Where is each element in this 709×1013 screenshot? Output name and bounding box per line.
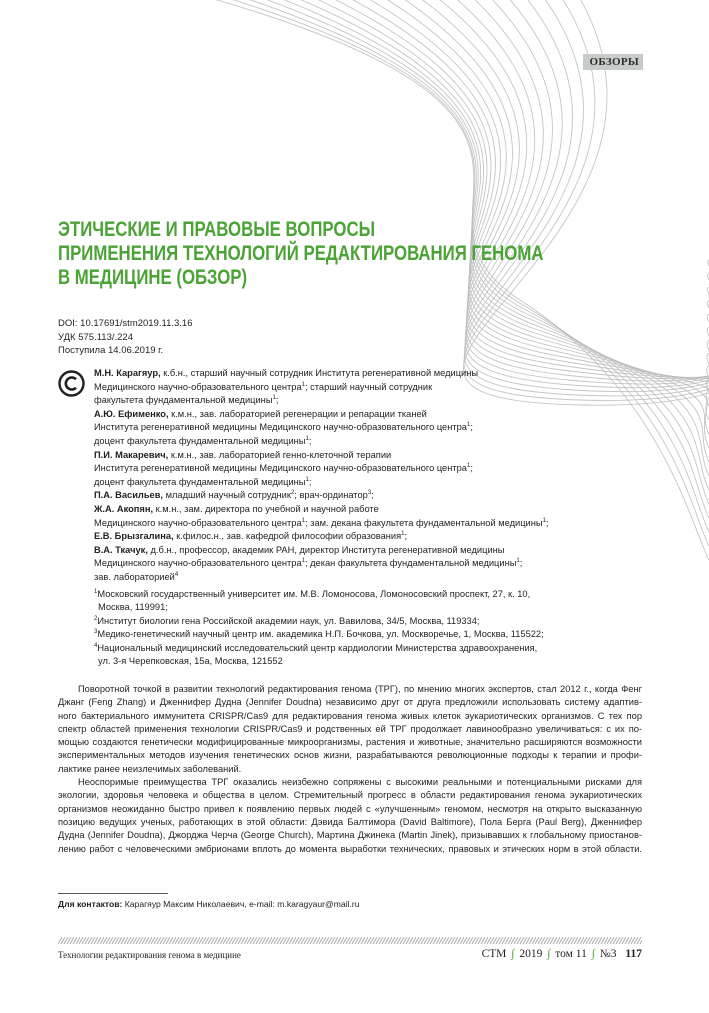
author-position: ; <box>470 463 473 474</box>
separator-mark: ∫ <box>591 948 595 960</box>
affiliation-mark: 1 <box>301 558 305 565</box>
author-position: ; зам. декана факультета фундаментальной медицины <box>304 517 543 528</box>
author-position: ; <box>371 490 374 501</box>
copyright-icon <box>58 370 85 397</box>
author-position: доцент факультета фундаментальной медицины <box>94 435 306 446</box>
affiliation-text: Московский государственный университет им. М.В. Ломоносова, Ломоносовский проспект, 27, к. 10, <box>97 589 531 599</box>
affiliation-text: Институт биологии гена Российской академии наук, ул. Вавилова, 34/5, Москва, 119334; <box>97 615 480 626</box>
author-position: ; <box>308 476 312 487</box>
affiliation-mark: 1 <box>516 558 520 565</box>
journal-year: 2019 <box>519 948 543 960</box>
affiliation-line: Москва, 119991; <box>98 602 168 613</box>
author-name: А.Ю. Ефименко, <box>94 408 169 419</box>
author-name: В.А. Ткачук, <box>94 544 148 555</box>
affiliation-mark: 2 <box>290 490 295 497</box>
body-line: мощью создаются генетически модифицированные микроорганизмы, растения и животные, значительно расширяются возможности <box>58 737 642 748</box>
author-position: ; <box>470 422 473 433</box>
journal-issue: №3 <box>599 948 617 960</box>
author-position: Медицинского научно-образовательного центра <box>94 381 302 392</box>
article-meta <box>58 317 193 358</box>
body-line: Джанг (Feng Zhang) и Дженнифер Дудна (Jennifer Doudna) независимо друг от друга предложили использовать систему адаптив- <box>58 697 642 708</box>
author-position: факультета фундаментальной медицины <box>94 395 273 406</box>
affiliation-mark: 1 <box>301 517 305 524</box>
author-line <box>94 476 564 490</box>
affiliation-list <box>94 588 574 668</box>
body-line: организмов неожиданно быстро привел к появлению первых людей с «улучшенным» геномом, несмотря на открыто высказанную <box>58 803 642 814</box>
section-tag: ОБЗОРЫ <box>583 54 643 70</box>
running-title: Технологии редактирования генома в медицине <box>58 950 241 960</box>
article-title <box>58 218 544 290</box>
wave-line <box>398 0 709 406</box>
body-line: лактике ранее неизлечимых заболеваний. <box>58 763 242 774</box>
journal-info <box>482 948 642 960</box>
author-position: к.м.н., зам. директора по учебной и научной работе <box>153 503 379 514</box>
abstract-body <box>58 683 642 856</box>
author-position: к.м.н., зав. лабораторией генно-клеточной терапии <box>168 449 392 460</box>
author-line <box>94 462 564 476</box>
author-name: М.Н. Карагяур, <box>94 368 161 378</box>
author-line <box>94 503 564 517</box>
body-line: ного бактериального иммунитета CRISPR/Cas9 для редактирования генома живых клеток эукариотических организмов. С тех пор <box>58 710 642 721</box>
author-name: Е.В. Брызгалина, <box>94 531 174 542</box>
affiliation-mark: 2 <box>94 615 98 622</box>
journal-volume: том 11 <box>555 948 587 960</box>
body-line: экологии, здоровья человека и общества в целом. Стремительный прогресс в области редактирования генома эукариотических <box>58 790 642 801</box>
author-position: зав. лабораторией <box>94 571 175 582</box>
author-position: к.м.н., зав. лабораторией регенерации и репарации тканей <box>168 408 427 419</box>
wave-line <box>380 0 709 420</box>
author-position: ; старший научный сотрудник <box>304 381 433 392</box>
author-line <box>94 421 564 435</box>
author-position: ; <box>404 531 408 542</box>
body-line: экспериментальных методов изучения генетических основ жизни, разрабатываются революционные подходы к терапии и профи- <box>58 750 642 761</box>
author-position: Медицинского научно-образовательного центра <box>94 558 302 569</box>
author-position: к.филос.н., зав. кафедрой философии образования <box>173 531 402 542</box>
author-position: к.б.н., старший научный сотрудник Института регенеративной медицины <box>160 368 479 378</box>
affiliation-mark: 1 <box>301 381 305 388</box>
body-line: спектр областей применения технологии CRISPR/Cas9 и родственных ей ТРГ продолжает лавинообразно увеличиваться: с их по- <box>58 723 642 734</box>
affiliation-mark: 3 <box>367 490 372 497</box>
title-line: ПРИМЕНЕНИЯ ТЕХНОЛОГИЙ РЕДАКТИРОВАНИЯ ГЕНОМА <box>58 242 544 265</box>
author-line <box>94 367 564 381</box>
author-name: П.И. Макаревич, <box>94 449 169 460</box>
author-line <box>94 571 564 585</box>
affiliation-mark: 1 <box>272 395 276 402</box>
body-line: Неоспоримые преимущества ТРГ оказались неизбежно сопряжены с высокими реальными и потенциальными рисками для <box>78 777 642 788</box>
author-line <box>94 530 564 544</box>
author-line <box>94 557 564 571</box>
affiliation-mark: 1 <box>401 531 405 538</box>
separator-mark: ∫ <box>547 948 551 960</box>
author-position: ; <box>308 435 312 446</box>
affiliation-text: Национальный медицинский исследовательский центр кардиологии Министерства здравоохранения, <box>97 642 538 653</box>
author-name: П.А. Васильев, <box>94 490 164 501</box>
author-list <box>94 367 564 585</box>
received-date: Поступила 14.06.2019 г. <box>58 345 164 356</box>
author-line <box>94 435 564 449</box>
contact-label: Для контактов: <box>58 899 123 909</box>
footer-hatched-rule <box>58 937 642 944</box>
affiliation-mark: 1 <box>94 589 98 595</box>
affiliation-line <box>94 628 574 641</box>
affiliation-mark: 1 <box>305 476 309 483</box>
author-position: ; декан факультета фундаментальной медицины <box>304 558 517 569</box>
body-line: Поворотной точкой в развитии технологий редактирования генома (ТРГ), по мнению многих экспертов, стал 2012 г., когда Фенг <box>78 684 642 694</box>
affiliation-mark: 3 <box>94 629 98 636</box>
author-position: Медицинского научно-образовательного центра <box>94 517 302 528</box>
author-position: ; <box>275 395 279 406</box>
separator-mark: ∫ <box>511 948 515 960</box>
affiliation-mark: 1 <box>466 463 471 470</box>
body-line: Дудна (Jennifer Doudna), Джорджа Черча (George Church), Мартина Джинека (Martin Jinek), призывавших к глобальному приостанов- <box>58 830 642 841</box>
udc: УДК 575.113/.224 <box>58 331 133 343</box>
author-line <box>94 394 564 408</box>
author-position: ; врач-ординатор <box>294 490 368 501</box>
affiliation-mark: 4 <box>94 642 98 649</box>
author-position: ; <box>519 558 523 569</box>
affiliation-mark: 1 <box>305 435 309 442</box>
title-line: ЭТИЧЕСКИЕ И ПРАВОВЫЕ ВОПРОСЫ <box>58 218 376 241</box>
doi: DOI: 10.17691/stm2019.11.3.16 <box>58 318 193 329</box>
author-position: доцент факультета фундаментальной медицины <box>94 476 306 487</box>
wave-line <box>452 0 709 379</box>
affiliation-line <box>94 588 574 601</box>
affiliation-line <box>94 615 574 628</box>
author-line <box>94 449 564 463</box>
affiliation-mark: 1 <box>466 422 471 429</box>
affiliation-line <box>94 642 574 655</box>
body-line: позицию ведущих ученых, работающих в этой области: Дэвида Балтимора (David Baltimore), Пола Берга (Paul Berg), Дженнифер <box>58 816 642 827</box>
contact-info <box>58 899 360 909</box>
author-line <box>94 544 564 558</box>
author-position: Института регенеративной медицины Медицинского научно-образовательного центра <box>94 422 467 433</box>
author-name: Ж.А. Акопян, <box>94 503 154 514</box>
title-line: В МЕДИЦИНЕ (ОБЗОР) <box>58 266 248 289</box>
author-line <box>94 381 564 395</box>
journal-name: СТМ <box>481 948 507 960</box>
wave-line <box>434 0 709 378</box>
wave-line <box>416 0 709 392</box>
affiliation-text: Медико-генетический научный центр им. академика Н.П. Бочкова, ул. Москворечье, 1, Москва, 115522; <box>97 629 544 640</box>
affiliation-mark: 4 <box>174 571 179 578</box>
author-position: д.б.н., профессор, академик РАН, директор Института регенеративной медицины <box>147 544 505 555</box>
affiliation-line: ул. 3-я Черепковская, 15а, Москва, 121552 <box>98 656 283 667</box>
affiliation-mark: 1 <box>542 517 546 524</box>
contact-text: Карагяур Максим Николаевич, e-mail: m.karagyaur@mail.ru <box>122 899 360 909</box>
author-position: Института регенеративной медицины Медицинского научно-образовательного центра <box>94 463 467 474</box>
body-line: лению работ с человеческими эмбрионами вплоть до момента выработки технических, правовых и этических норм в этой области. <box>58 843 642 854</box>
author-line <box>94 489 564 503</box>
footnote-divider <box>58 893 168 894</box>
author-line <box>94 408 564 422</box>
author-position: младший научный сотрудник <box>163 490 291 501</box>
page-number: 117 <box>625 948 642 960</box>
author-position: ; <box>545 517 549 528</box>
author-line <box>94 517 564 531</box>
